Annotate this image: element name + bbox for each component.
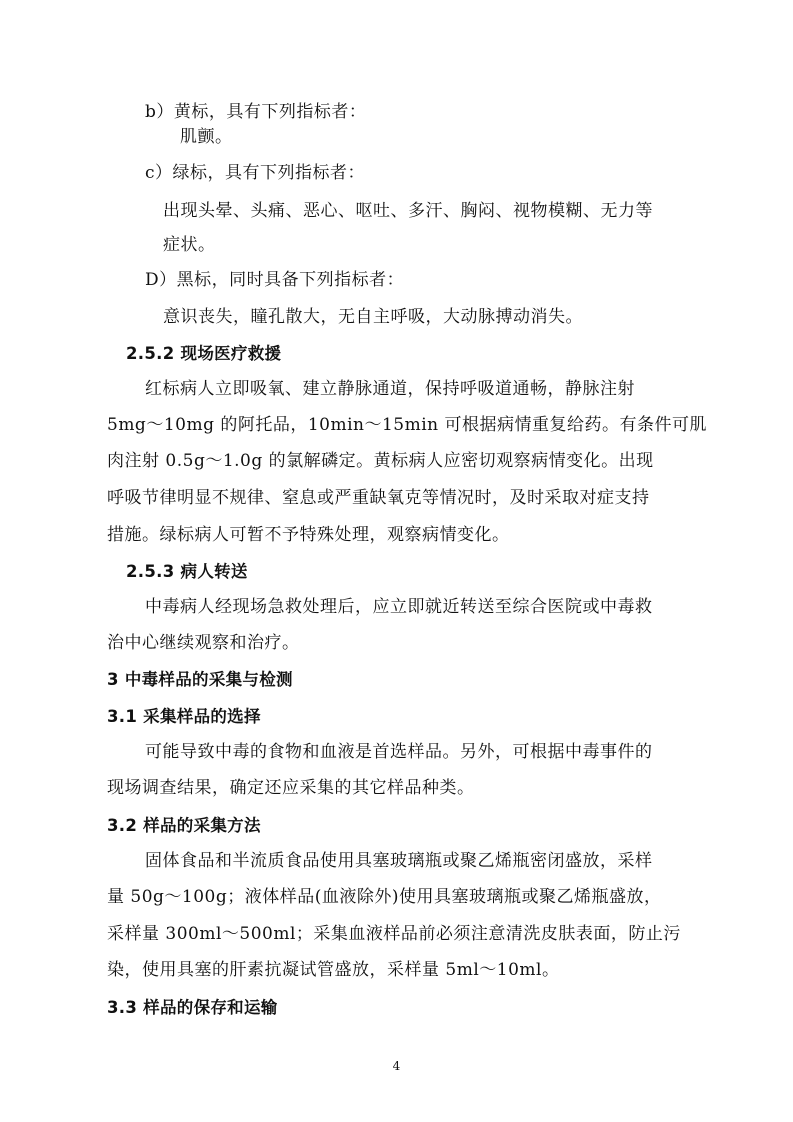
section-2-5-2-heading: 2.5.2 现场医疗救援 <box>126 344 282 363</box>
section-3-heading: 3 中毒样品的采集与检测 <box>107 670 293 689</box>
section-2-5-3-heading: 2.5.3 病人转送 <box>126 562 248 581</box>
green-tag-heading: c）绿标，具有下列指标者： <box>145 163 366 183</box>
section-2-5-2-line: 红标病人立即吸氧、建立静脉通道，保持呼吸道通畅，静脉注射 <box>145 379 635 399</box>
yellow-tag-body: 肌颤。 <box>180 127 233 147</box>
section-3-2-line: 染，使用具塞的肝素抗凝试管盛放，采样量 5ml～10ml。 <box>107 960 560 980</box>
section-3-2-line: 量 50g～100g；液体样品(血液除外)使用具塞玻璃瓶或聚乙烯瓶盛放， <box>107 887 662 907</box>
section-2-5-3-line: 中毒病人经现场急救处理后，应立即就近转送至综合医院或中毒救 <box>145 597 653 617</box>
green-tag-body-line-1: 出现头晕、头痛、恶心、呕吐、多汗、胸闷、视物模糊、无力等 <box>163 201 653 221</box>
section-2-5-2-line: 呼吸节律明显不规律、窒息或严重缺氧克等情况时，及时采取对症支持 <box>107 488 650 508</box>
section-3-2-line: 采样量 300ml～500ml；采集血液样品前必须注意清洗皮肤表面，防止污 <box>107 924 681 944</box>
section-2-5-2-line: 肉注射 0.5g～1.0g 的氯解磷定。黄标病人应密切观察病情变化。出现 <box>107 451 654 471</box>
section-3-1-line: 现场调查结果，确定还应采集的其它样品种类。 <box>107 778 475 798</box>
yellow-tag-heading: b）黄标，具有下列指标者： <box>145 102 367 122</box>
black-tag-heading: D）黑标，同时具备下列指标者： <box>145 270 405 290</box>
page-number: 4 <box>392 1059 401 1073</box>
section-2-5-3-line: 治中心继续观察和治疗。 <box>107 633 300 653</box>
section-3-1-line: 可能导致中毒的食物和血液是首选样品。另外，可根据中毒事件的 <box>145 742 653 762</box>
black-tag-body: 意识丧失，瞳孔散大，无自主呼吸，大动脉搏动消失。 <box>163 307 583 327</box>
section-2-5-2-line: 措施。绿标病人可暂不予特殊处理，观察病情变化。 <box>107 525 510 545</box>
section-3-2-heading: 3.2 样品的采集方法 <box>107 816 261 835</box>
section-3-1-heading: 3.1 采集样品的选择 <box>107 707 261 726</box>
section-2-5-2-line: 5mg～10mg 的阿托品，10min～15min 可根据病情重复给药。有条件可肌 <box>107 415 708 435</box>
section-3-3-heading: 3.3 样品的保存和运输 <box>107 998 278 1017</box>
green-tag-body-line-2: 症状。 <box>163 235 216 255</box>
section-3-2-line: 固体食品和半流质食品使用具塞玻璃瓶或聚乙烯瓶密闭盛放，采样 <box>145 851 653 871</box>
